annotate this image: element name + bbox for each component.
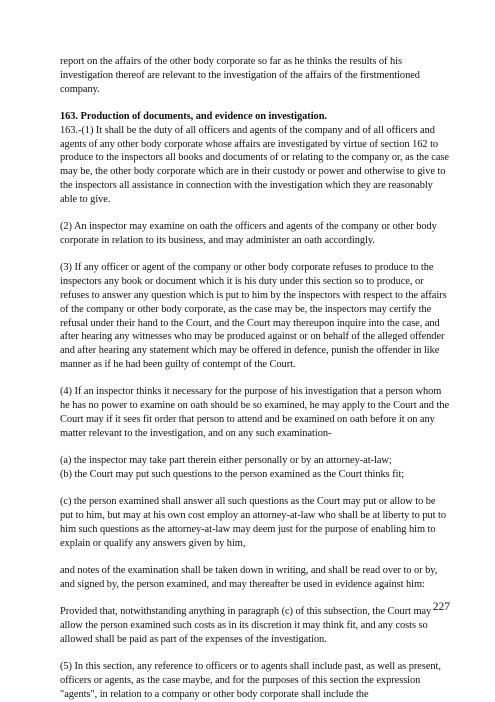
paragraph-163-4-tail: and notes of the examination shall be taken down in writing, and shall be read over to or by, and signed by, the person examined, and may thereafter be used in evidence against him: <box>60 565 438 590</box>
paragraph-163-4-c: (c) the person examined shall answer all such questions as the Court may put or allow to be put to him, but may at his own cost employ an attorney-at-law who shall be at liberty to put to him such questions as the attorney-at-law may deem just for the purpose of enabling him to explain or qualify any answers given by him, <box>60 496 446 549</box>
paragraph-163-5: (5) In this section, any reference to officers or to agents shall include past, as well as present, officers or agents, as the case maybe, and for the purposes of this section the expression "agents", in relation to a company or other body corporate shall include the <box>60 661 441 700</box>
paragraph-163-4: (4) If an inspector thinks it necessary for the purpose of his investigation that a person whom he has no power to examine on oath should be so examined, he may apply to the Court and the Court may if it sees fit order that person to attend and be examined on oath before it on any matter relevant to the investigation, and on any such examination- <box>60 386 450 439</box>
page-number: 227 <box>432 601 450 613</box>
paragraph-163-1: 163.-(1) It shall be the duty of all officers and agents of the company and of all officers and agents of any other body corporate whose affairs are investigated by virtue of section 162 to produce to the inspectors all books and documents of or relating to the company or, as the case may be, the other body corporate which are in their custody or power and otherwise to give to the inspectors all assistance in connection with the investigation which they are reasonably able to give. <box>60 124 449 205</box>
paragraph-163-3: (3) If any officer or agent of the company or other body corporate refuses to produce to the inspectors any book or document which it is his duty under this section so to produce, or refuses to answer any question which is put to him by the inspectors with respect to the affairs of the company or other body corporate, as the case may be, the inspectors may certify the refusal under their hand to the Court, and the Court may thereupon inquire into the case, and after hearing any witnesses who may be produced against or on behalf of the alleged offender and after hearing any statement which may be offered in defence, punish the offender in like manner as if he had been guilty of contempt of the Court. <box>60 262 447 370</box>
paragraph-intro: report on the affairs of the other body corporate so far as he thinks the results of his investigation thereof are relevant to the investigation of the affairs of the firstmentioned company. <box>60 56 420 95</box>
document-body <box>60 55 450 702</box>
paragraph-163-2: (2) An inspector may examine on oath the officers and agents of the company or other body corporate in relation to its business, and may administer an oath accordingly. <box>60 221 437 246</box>
paragraph-163-4-b: (b) the Court may put such questions to the person examined as the Court thinks fit; <box>60 468 405 480</box>
paragraph-proviso: Provided that, notwithstanding anything in paragraph (c) of this subsection, the Court may allow the person examined such costs as in its discretion it may think fit, and any costs so allowed shall be paid as part of the expenses of the investigation. <box>60 606 432 645</box>
section-heading: 163. Production of documents, and evidence on investigation. <box>60 110 327 122</box>
paragraph-163-4-a: (a) the inspector may take part therein either personally or by an attorney-at-law; <box>60 455 392 467</box>
